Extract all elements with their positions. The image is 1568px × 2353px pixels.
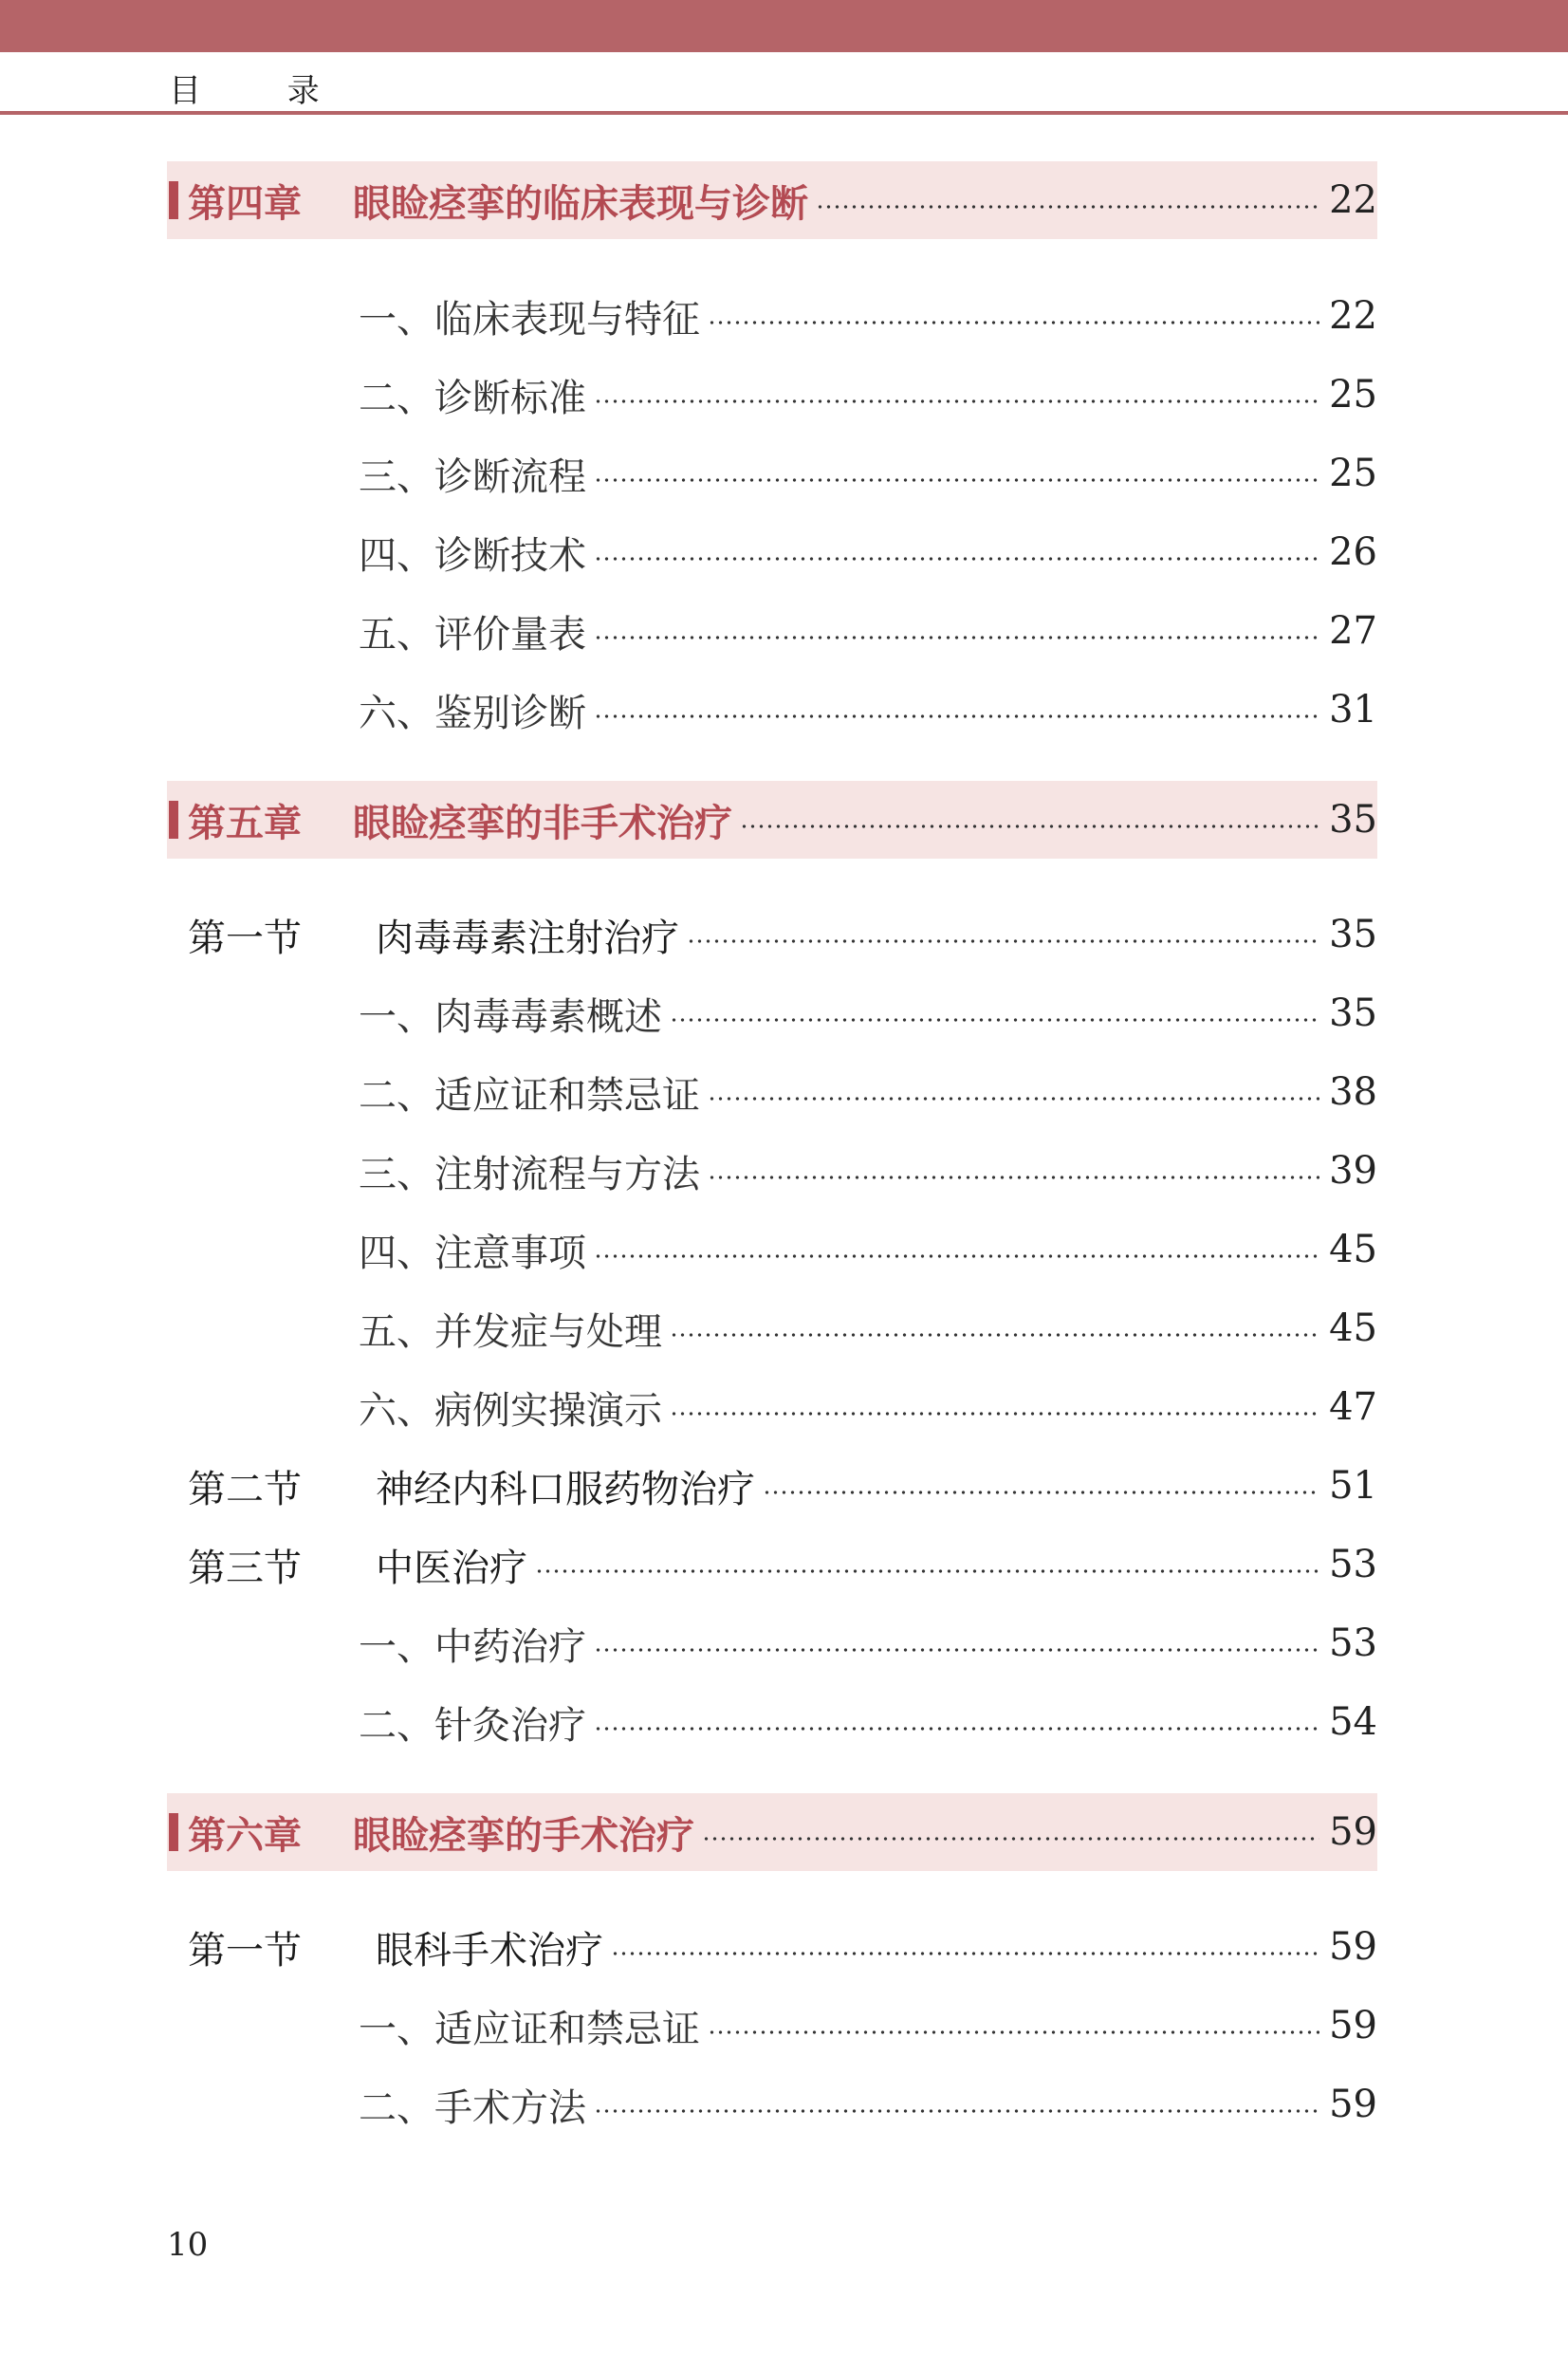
page-ref: 22 (1329, 178, 1377, 222)
dot-leader (594, 477, 1319, 483)
chapter-title: 眼睑痉挛的手术治疗 (353, 1813, 694, 1858)
item-title: 六、鉴别诊断 (359, 691, 586, 735)
dot-leader (594, 1647, 1319, 1653)
dot-leader (594, 398, 1319, 404)
toc-chapter-row[interactable] (167, 161, 1377, 239)
toc-item-row[interactable] (359, 1610, 1377, 1677)
chapter-number: 第六章 (188, 1813, 302, 1858)
section-number: 第三节 (188, 1546, 302, 1590)
page-ref: 59 (1329, 1810, 1377, 1854)
item-title: 一、临床表现与特征 (359, 297, 700, 342)
toc-section-row[interactable] (167, 1531, 1377, 1598)
dot-leader (594, 2108, 1319, 2114)
dot-leader (670, 1017, 1319, 1023)
page-ref: 47 (1329, 1385, 1377, 1429)
dot-leader (611, 1951, 1319, 1956)
toc-chapter-row[interactable] (167, 781, 1377, 859)
page-ref: 39 (1329, 1149, 1377, 1193)
page-header-title: 目 录 (169, 72, 358, 110)
page-ref: 51 (1329, 1464, 1377, 1508)
toc-item-row[interactable] (359, 519, 1377, 585)
chapter-title: 眼睑痉挛的临床表现与诊断 (353, 181, 808, 226)
dot-leader (708, 320, 1319, 325)
dot-leader (740, 824, 1319, 829)
dot-leader (670, 1332, 1319, 1338)
page-ref: 54 (1329, 1700, 1377, 1744)
chapter-marker-bar (169, 801, 178, 839)
section-title: 眼科手术治疗 (376, 1928, 603, 1973)
dot-leader (670, 1411, 1319, 1417)
toc-item-row[interactable] (359, 2071, 1377, 2138)
page-ref: 25 (1329, 452, 1377, 495)
toc-item-row[interactable] (359, 440, 1377, 507)
page-ref: 35 (1329, 991, 1377, 1035)
page-ref: 59 (1329, 2083, 1377, 2126)
dot-leader (535, 1568, 1319, 1574)
item-title: 一、中药治疗 (359, 1624, 586, 1669)
toc-section-row[interactable] (167, 901, 1377, 968)
dot-leader (687, 938, 1319, 944)
page-ref: 59 (1329, 1925, 1377, 1969)
dot-leader (708, 1175, 1319, 1180)
toc-item-row[interactable] (359, 1295, 1377, 1362)
dot-leader (594, 635, 1319, 640)
chapter-number: 第五章 (188, 801, 302, 845)
item-title: 四、注意事项 (359, 1231, 586, 1275)
dot-leader (708, 2029, 1319, 2035)
item-title: 三、注射流程与方法 (359, 1152, 700, 1196)
toc-item-row[interactable] (359, 598, 1377, 664)
dot-leader (594, 713, 1319, 719)
dot-leader (763, 1490, 1319, 1495)
item-title: 一、肉毒毒素概述 (359, 994, 662, 1039)
chapter-number: 第四章 (188, 181, 302, 226)
toc-item-row[interactable] (359, 1374, 1377, 1440)
item-title: 一、适应证和禁忌证 (359, 2007, 700, 2051)
item-title: 三、诊断流程 (359, 454, 586, 499)
page-ref: 53 (1329, 1621, 1377, 1665)
item-title: 四、诊断技术 (359, 533, 586, 578)
section-title: 神经内科口服药物治疗 (376, 1467, 755, 1511)
dot-leader (702, 1836, 1319, 1842)
toc-item-row[interactable] (359, 980, 1377, 1047)
page-ref: 35 (1329, 913, 1377, 956)
page-number: 10 (167, 2226, 209, 2264)
page-ref: 22 (1329, 294, 1377, 338)
section-number: 第一节 (188, 1928, 302, 1973)
item-title: 五、评价量表 (359, 612, 586, 657)
item-title: 六、病例实操演示 (359, 1388, 662, 1433)
page-ref: 38 (1329, 1070, 1377, 1114)
page-ref: 45 (1329, 1228, 1377, 1271)
dot-leader (594, 1253, 1319, 1259)
toc-item-row[interactable] (359, 1138, 1377, 1204)
dot-leader (594, 1726, 1319, 1732)
page-ref: 53 (1329, 1543, 1377, 1586)
chapter-title: 眼睑痉挛的非手术治疗 (353, 801, 732, 845)
item-title: 二、手术方法 (359, 2085, 586, 2130)
toc-item-row[interactable] (359, 1992, 1377, 2059)
dot-leader (594, 556, 1319, 562)
top-color-band (0, 0, 1568, 52)
toc-section-row[interactable] (167, 1453, 1377, 1519)
page-ref: 31 (1329, 688, 1377, 732)
page-ref: 26 (1329, 530, 1377, 574)
section-title: 中医治疗 (376, 1546, 527, 1590)
section-number: 第一节 (188, 916, 302, 960)
item-title: 二、针灸治疗 (359, 1703, 586, 1748)
page-ref: 45 (1329, 1306, 1377, 1350)
header-rule (0, 111, 1568, 115)
toc-item-row[interactable] (359, 1059, 1377, 1125)
item-title: 二、诊断标准 (359, 376, 586, 420)
toc-section-row[interactable] (167, 1914, 1377, 1980)
page-ref: 35 (1329, 798, 1377, 842)
toc-item-row[interactable] (359, 283, 1377, 349)
dot-leader (816, 204, 1319, 210)
item-title: 二、适应证和禁忌证 (359, 1073, 700, 1118)
toc-item-row[interactable] (359, 1689, 1377, 1755)
section-title: 肉毒毒素注射治疗 (376, 916, 679, 960)
page-ref: 25 (1329, 373, 1377, 417)
item-title: 五、并发症与处理 (359, 1309, 662, 1354)
toc-item-row[interactable] (359, 1216, 1377, 1283)
toc-item-row[interactable] (359, 361, 1377, 428)
chapter-marker-bar (169, 1813, 178, 1851)
chapter-marker-bar (169, 181, 178, 219)
dot-leader (708, 1096, 1319, 1102)
section-number: 第二节 (188, 1467, 302, 1511)
page-ref: 27 (1329, 609, 1377, 653)
toc-item-row[interactable] (359, 676, 1377, 743)
page-ref: 59 (1329, 2004, 1377, 2047)
toc-chapter-row[interactable] (167, 1793, 1377, 1871)
